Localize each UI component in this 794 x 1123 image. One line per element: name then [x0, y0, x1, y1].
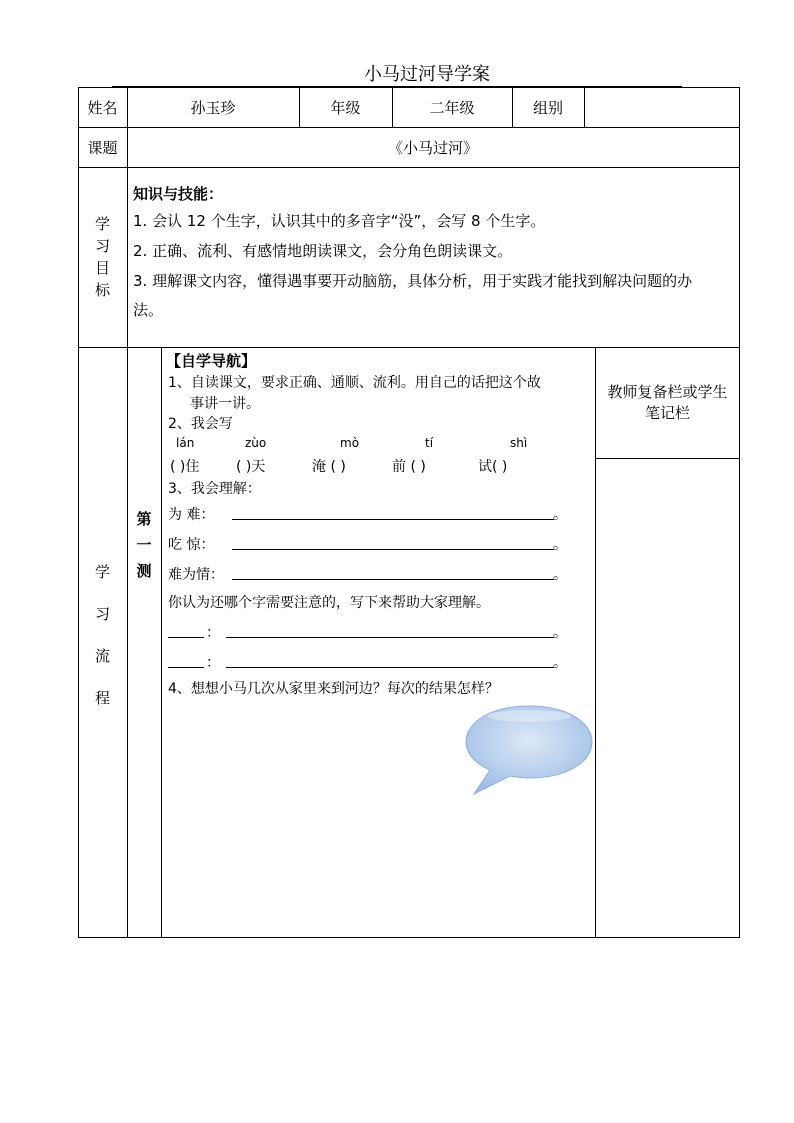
term-2: 吃 惊：	[168, 537, 215, 553]
write-item-4[interactable]: 前 ( )	[392, 459, 426, 475]
end-mark-3: 。	[553, 567, 567, 583]
topic-value: 《小马过河》	[387, 138, 478, 157]
stage-label: 第 一 测	[136, 510, 152, 580]
pinyin-4: tí	[425, 436, 434, 450]
q1-line1: 1、自读课文，要求正确、通顺、流利。用自己的话把这个故	[168, 375, 541, 391]
goals-label: 学 习 目 标	[94, 215, 110, 299]
write-item-3[interactable]: 淹 ( )	[312, 459, 346, 475]
pinyin-3: mò	[340, 436, 360, 450]
section-title: 【自学导航】	[166, 352, 257, 370]
end-mark-1: 。	[553, 507, 567, 523]
speech-bubble	[462, 700, 596, 798]
q1-line2: 事讲一讲。	[190, 396, 260, 412]
goal-item-3-line1: 3. 理解课文内容，懂得遇事要开动脑筋，具体分析，用于实践才能找到解决问题的办	[133, 272, 693, 290]
end-mark-2: 。	[553, 537, 567, 553]
term-1: 为 难：	[168, 507, 215, 523]
answer-line-3[interactable]	[232, 579, 554, 580]
q4: 4、想想小马几次从家里来到河边？每次的结果怎样？	[168, 681, 499, 697]
group-value[interactable]	[584, 87, 739, 127]
write-item-1[interactable]: ( )住	[170, 459, 200, 475]
group-label: 组别	[532, 98, 563, 117]
grade-value: 二年级	[429, 98, 475, 117]
end-mark-5: 。	[553, 655, 567, 671]
term-3: 难为情：	[168, 567, 224, 583]
grade-label: 年级	[330, 98, 361, 117]
goals-heading: 知识与技能：	[133, 185, 224, 203]
q3-heading: 3、我会理解：	[168, 481, 261, 497]
end-mark-4: 。	[553, 625, 567, 641]
blank-colon-1: ：	[206, 625, 220, 641]
name-label: 姓名	[87, 98, 118, 117]
write-item-2[interactable]: ( )天	[236, 459, 266, 475]
char-blank-2[interactable]	[168, 667, 204, 668]
notes-area[interactable]	[596, 459, 739, 937]
explain-line-2[interactable]	[226, 667, 554, 668]
q3-extra: 你认为还哪个字需要注意的，写下来帮助大家理解。	[168, 595, 490, 611]
goal-item-1: 1. 会认 12 个生字，认识其中的多音字“没”，会写 8 个生字。	[133, 212, 546, 230]
q2-heading: 2、我会写	[168, 416, 233, 432]
write-item-5[interactable]: 试( )	[478, 459, 508, 475]
goal-item-3-line2: 法。	[133, 301, 164, 319]
pinyin-2: zùo	[245, 436, 267, 450]
goal-item-2: 2. 正确、流利、有感情地朗读课文，会分角色朗读课文。	[133, 242, 513, 260]
page-title: 小马过河导学案	[364, 64, 490, 85]
notes-label: 教师复备栏或学生 笔记栏	[607, 382, 728, 422]
pinyin-1: lán	[176, 436, 195, 450]
pinyin-5: shì	[510, 436, 528, 450]
blank-colon-2: ：	[206, 655, 220, 671]
char-blank-1[interactable]	[168, 637, 204, 638]
name-value: 孙玉珍	[190, 98, 236, 117]
explain-line-1[interactable]	[226, 637, 554, 638]
process-label: 学 习 流 程	[94, 563, 110, 707]
answer-line-1[interactable]	[232, 519, 554, 520]
answer-line-2[interactable]	[232, 549, 554, 550]
topic-label: 课题	[87, 138, 118, 157]
